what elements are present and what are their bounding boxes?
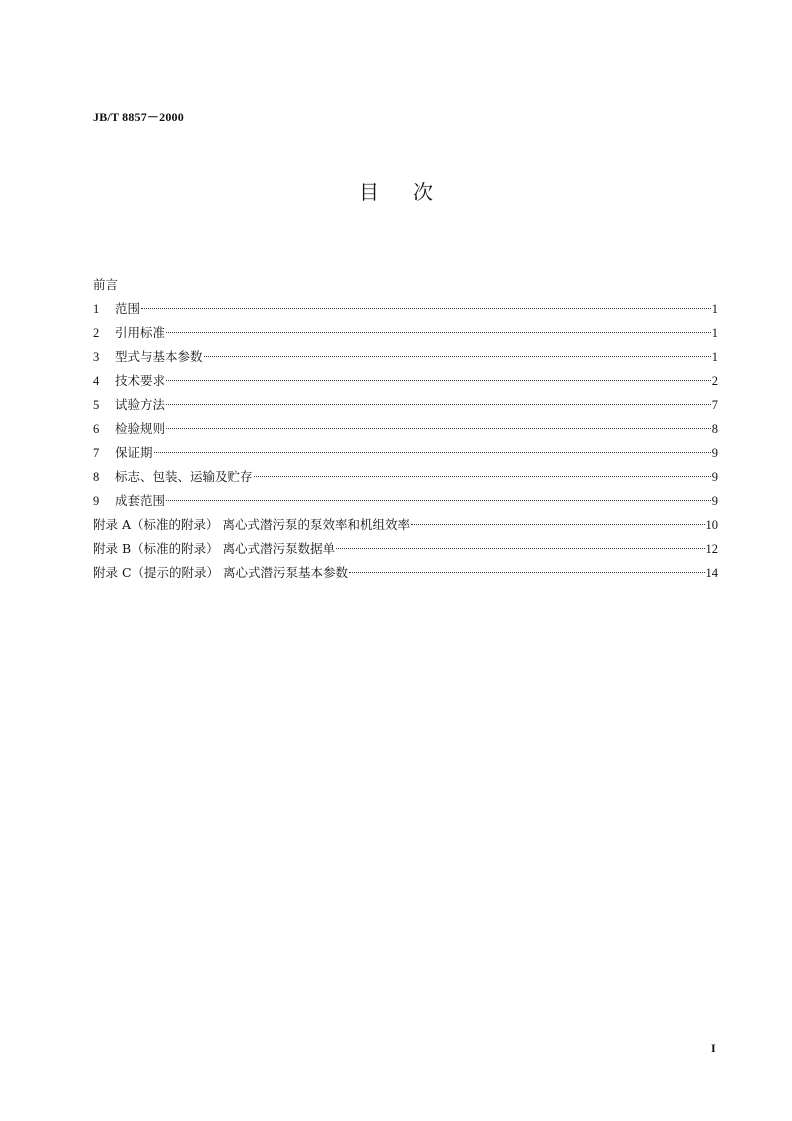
toc-entry-7[interactable] <box>93 443 718 467</box>
toc-entry-9[interactable] <box>93 491 718 515</box>
toc-leader-dots <box>166 332 711 333</box>
toc-entry-page: 7 <box>711 398 718 412</box>
toc-appendix-label: 附录 C（提示的附录） 离心式潜污泵基本参数 <box>93 565 349 580</box>
toc-entry-label: 范围 <box>115 301 141 316</box>
toc-title: 目次 <box>359 180 467 204</box>
toc-appendix-page: 14 <box>705 566 718 580</box>
toc-appendix-label: 附录 A（标准的附录） 离心式潜污泵的泵效率和机组效率 <box>93 517 410 532</box>
toc-entry-page: 9 <box>711 470 718 484</box>
toc-entry-label: 试验方法 <box>115 397 166 412</box>
toc-entry-4[interactable] <box>93 371 718 395</box>
toc-appendix-a[interactable] <box>93 515 718 539</box>
toc-entry-number: 3 <box>93 350 100 364</box>
toc-leader-dots <box>141 308 711 309</box>
toc-entry-2[interactable] <box>93 323 718 347</box>
standard-number: JB/T 8857－2000 <box>93 110 184 124</box>
toc-entry-page: 1 <box>711 302 718 316</box>
toc-appendix-page: 12 <box>705 542 718 556</box>
toc-entry-page: 2 <box>711 374 718 388</box>
toc-leader-dots <box>204 356 711 357</box>
toc-leader-dots <box>166 500 711 501</box>
toc-leader-dots <box>336 548 704 549</box>
toc-entry-number: 1 <box>93 302 100 316</box>
toc-entry-label: 引用标准 <box>115 325 166 340</box>
toc-entry-page: 9 <box>711 446 718 460</box>
toc-leader-dots <box>411 524 705 525</box>
toc-leader-dots <box>166 380 711 381</box>
toc-entry-label: 检验规则 <box>115 421 166 436</box>
toc-appendix-b[interactable] <box>93 539 718 563</box>
toc-entry-6[interactable] <box>93 419 718 443</box>
table-of-contents <box>93 275 718 587</box>
toc-entry-number: 8 <box>93 470 100 484</box>
toc-entry-label: 技术要求 <box>115 373 166 388</box>
toc-entry-page: 1 <box>711 350 718 364</box>
toc-entry-label: 保证期 <box>115 445 153 460</box>
toc-entry-page: 1 <box>711 326 718 340</box>
toc-entry-label: 标志、包装、运输及贮存 <box>115 469 253 484</box>
toc-entry-label: 成套范围 <box>115 493 166 508</box>
page-number: I <box>711 1041 716 1055</box>
toc-entry-number: 7 <box>93 446 100 460</box>
toc-entry-3[interactable] <box>93 347 718 371</box>
toc-entry-8[interactable] <box>93 467 718 491</box>
toc-entry-number: 6 <box>93 422 100 436</box>
toc-entry-page: 8 <box>711 422 718 436</box>
toc-leader-dots <box>349 572 704 573</box>
toc-entry-label: 型式与基本参数 <box>115 349 203 364</box>
toc-appendix-label: 附录 B（标准的附录） 离心式潜污泵数据单 <box>93 541 336 556</box>
toc-appendix-page: 10 <box>705 518 718 532</box>
toc-entry-number: 9 <box>93 494 100 508</box>
toc-entry-number: 5 <box>93 398 100 412</box>
toc-entry-number: 2 <box>93 326 100 340</box>
toc-leader-dots <box>254 476 711 477</box>
toc-leader-dots <box>154 452 711 453</box>
toc-leader-dots <box>166 404 711 405</box>
toc-entry-page: 9 <box>711 494 718 508</box>
toc-entry-5[interactable] <box>93 395 718 419</box>
toc-preface: 前言 <box>93 277 119 292</box>
toc-entry-1[interactable] <box>93 299 718 323</box>
toc-entry-number: 4 <box>93 374 100 388</box>
toc-appendix-c[interactable] <box>93 563 718 587</box>
toc-leader-dots <box>166 428 711 429</box>
